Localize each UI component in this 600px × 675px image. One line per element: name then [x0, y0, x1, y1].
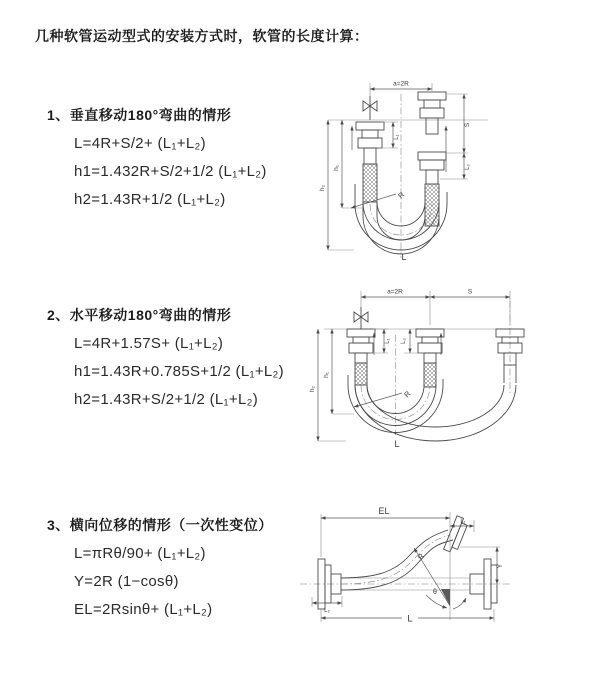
section-3-formula-l: L=πRθ/90+ (L₁+L₂)	[74, 545, 206, 562]
dimension-l1	[378, 122, 400, 148]
radius-callout	[351, 190, 407, 208]
dim-label-a2r: a=2R	[393, 80, 409, 88]
dim-label-l-total: L	[401, 252, 407, 262]
dim-label-l2: L₂	[401, 338, 407, 344]
section-3-formula-el: EL=2Rsinθ+ (L₁+L₂)	[74, 601, 213, 618]
dim-label-el: EL	[378, 506, 390, 516]
dimension-span-2r	[361, 289, 510, 326]
dimension-l-total	[321, 609, 494, 625]
valve-icon	[363, 96, 377, 120]
braided-hose-section	[363, 164, 377, 202]
section-1-formula-h2: h2=1.43R+1/2 (L₁+L₂)	[74, 191, 226, 208]
dim-label-l-total: L	[394, 439, 400, 449]
section-3-formula-y: Y=2R (1−cosθ)	[74, 573, 179, 590]
section-2-formula-l: L=4R+1.57S+ (L₁+L₂)	[74, 335, 224, 352]
left-hose-fitting	[347, 329, 375, 385]
dim-label-l2: L₂	[465, 164, 471, 170]
dimension-span-2r	[370, 81, 432, 97]
dim-label-h2: h₂	[309, 385, 316, 393]
dim-label-h1: h₁	[333, 165, 340, 171]
dim-label-h2: h₂	[319, 184, 326, 192]
braided-hose-section	[355, 363, 367, 385]
dim-label-a2r: a=2R	[387, 288, 403, 296]
section-1-formula-h1: h1=1.432R+S/2+1/2 (L₁+L₂)	[74, 163, 267, 180]
dimension-h1	[333, 120, 362, 208]
braided-hose-section	[425, 184, 439, 226]
right-hose-fitting-positions	[418, 92, 446, 226]
dim-label-r: R	[402, 389, 413, 400]
dim-label-l2: L₂	[324, 608, 330, 614]
dim-label-y: Y	[497, 563, 504, 569]
document-title: 几种软管运动型式的安装方式时，软管的长度计算：	[35, 28, 369, 44]
displaced-hose-curve	[341, 530, 453, 590]
diagram-vertical-180-bend	[318, 76, 568, 268]
diagram-horizontal-180-bend	[306, 283, 586, 457]
radius-callout	[414, 548, 450, 606]
dim-label-s: S	[467, 288, 473, 296]
dimension-h2	[319, 120, 354, 250]
dimension-h1	[323, 329, 354, 414]
section-1-formula-l: L=4R+S/2+ (L₁+L₂)	[74, 135, 206, 152]
dimension-h2	[309, 329, 346, 441]
middle-hose-fitting	[416, 329, 444, 387]
section-2-formula-h2: h2=1.43R+S/2+1/2 (L₁+L₂)	[74, 391, 259, 408]
dimension-l2	[312, 596, 342, 614]
dim-label-l1: L₁	[460, 519, 466, 525]
section-3-heading: 3、横向位移的情形（一次性变位）	[47, 517, 273, 533]
dim-label-r: R	[415, 551, 427, 562]
section-1-heading: 1、垂直移动180°弯曲的情形	[47, 107, 232, 123]
radius-callout	[354, 389, 413, 407]
dim-label-theta: θ	[433, 589, 437, 596]
dim-label-s: S	[464, 122, 471, 128]
dim-label-l: L	[407, 613, 413, 625]
left-hose-fitting	[356, 122, 384, 202]
dimension-l2	[401, 329, 424, 353]
valve-icon	[354, 307, 368, 329]
section-2-heading: 2、水平移动180°弯曲的情形	[47, 307, 232, 323]
braided-hose-section	[424, 363, 436, 387]
dim-label-h1: h₁	[323, 372, 330, 378]
dim-label-r: R	[396, 190, 407, 201]
dim-label-l1: L₁	[385, 338, 391, 344]
dim-label-l1: L₁	[394, 134, 400, 140]
diagram-lateral-displacement	[298, 502, 588, 654]
dimension-s	[440, 94, 471, 179]
dimension-l1	[369, 329, 391, 353]
section-2-formula-h1: h1=1.43R+0.785S+1/2 (L₁+L₂)	[74, 363, 284, 380]
